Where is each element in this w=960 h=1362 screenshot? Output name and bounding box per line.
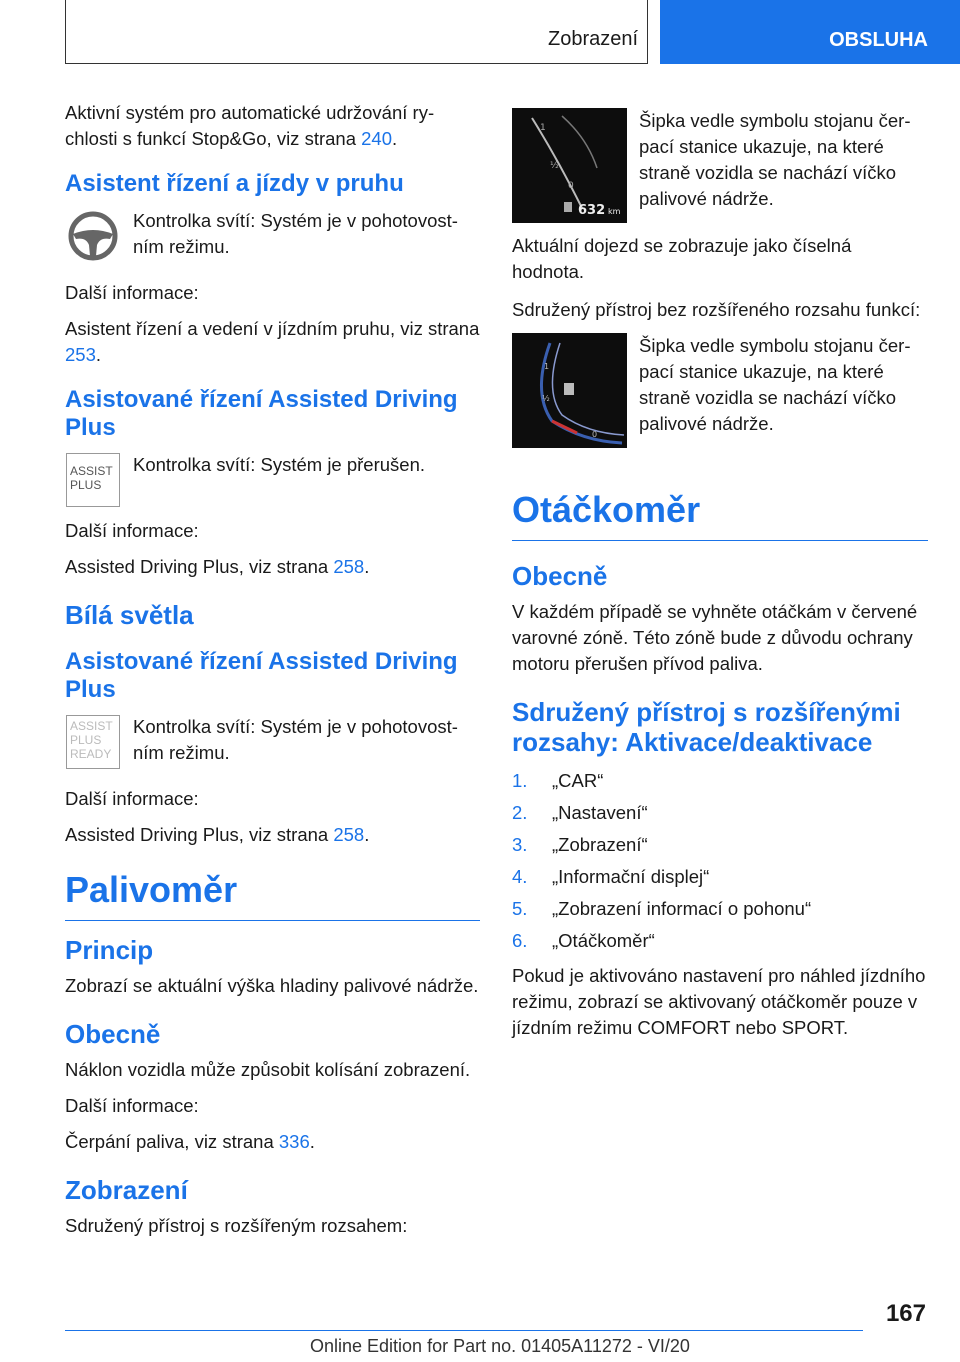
- gauge-description: Šipka vedle symbolu stojanu čerpací stanice ukazuje, na které straně vozidla se nachází víčko palivové nádrže.: [639, 335, 911, 434]
- svg-text:½: ½: [542, 394, 550, 403]
- steps-list: [512, 765, 928, 957]
- indicator-row: [65, 452, 480, 508]
- paragraph: Čerpání paliva, viz strana 336.: [65, 1131, 315, 1152]
- list-item-number: 1.: [512, 770, 528, 791]
- list-item-number: 2.: [512, 802, 528, 823]
- fuel-gauge-basic-image: [512, 333, 627, 448]
- list-item-number: 5.: [512, 898, 528, 919]
- text: Assisted Driving Plus, viz strana: [65, 824, 334, 845]
- more-info-label: Další informace:: [65, 788, 199, 809]
- list-item-number: 4.: [512, 866, 528, 887]
- paragraph: Zobrazí se aktuální výška hladiny palivové nádrže.: [65, 975, 479, 996]
- range-value: 632: [578, 203, 606, 218]
- svg-text:0: 0: [592, 430, 598, 439]
- paragraph: Sdružený přístroj s rozšířeným rozsahem:: [65, 1215, 408, 1236]
- assist-plus-icon-wrap: [65, 452, 121, 508]
- list-item-text: „Otáčkoměr“: [552, 930, 655, 951]
- heading-assisted-driving: Asistované řízení Assisted Driving Plus: [65, 386, 458, 441]
- heading-display: Zobrazení: [65, 1175, 188, 1205]
- paragraph: Asistent řízení a vedení v jízdním pruhu, viz strana 253.: [65, 318, 480, 365]
- list-item-number: 6.: [512, 930, 528, 951]
- indicator-row: [65, 714, 480, 776]
- text: Assisted Driving Plus, viz strana: [65, 556, 334, 577]
- svg-text:1: 1: [544, 362, 550, 371]
- paragraph: Aktuální dojezd se zobrazuje jako číselná hodnota.: [512, 235, 852, 282]
- page-number: 167: [885, 1300, 926, 1327]
- list-item-text: „Informační displej“: [552, 866, 710, 887]
- indicator-text: Kontrolka svítí: Systém je v pohotovostním režimu.: [133, 716, 458, 763]
- assist-plus-ready-icon: ASSIST PLUS READY: [66, 715, 120, 769]
- indicator-text: Kontrolka svítí: Systém je přerušen.: [133, 454, 426, 475]
- list-item: [512, 765, 928, 797]
- list-item-text: „Zobrazení informací o pohonu“: [552, 898, 812, 919]
- page-link[interactable]: 253: [65, 344, 96, 365]
- paragraph: V každém případě se vyhněte otáčkám v červené varovné zóně. Této zóně bude z důvodu ochrany motoru přerušen přívod paliva.: [512, 601, 918, 674]
- footer-edition: Online Edition for Part no. 01405A11272 - VI/20: [310, 1336, 690, 1356]
- left-column: [65, 100, 480, 1249]
- text: Asistent řízení a vedení v jízdním pruhu, viz strana: [65, 318, 480, 339]
- more-info-label: Další informace:: [65, 520, 199, 541]
- heading-fuel-gauge: Palivoměr: [65, 868, 480, 921]
- paragraph: Aktivní systém pro automatické udržování rychlosti s funkcí Stop&Go, viz strana 240.: [65, 102, 435, 149]
- page-link[interactable]: 258: [333, 556, 365, 577]
- heading-principle: Princip: [65, 935, 154, 965]
- section-title: Zobrazení: [548, 28, 639, 50]
- svg-text:1: 1: [540, 123, 546, 133]
- heading-general: Obecně: [512, 561, 608, 591]
- fuel-gauge-extended-image: [512, 108, 627, 223]
- paragraph: Náklon vozidla může způsobit kolísání zobrazení.: [65, 1059, 471, 1080]
- paragraph: Assisted Driving Plus, viz strana 258.: [65, 824, 370, 845]
- list-item-text: „Zobrazení“: [552, 834, 648, 855]
- range-unit: km: [608, 207, 621, 216]
- text: Aktivní systém pro automatické udržování rychlosti s funkcí Stop&Go, viz strana: [65, 102, 435, 149]
- indicator-text: Kontrolka svítí: Systém je v pohotovostním režimu.: [133, 210, 458, 257]
- right-column: [512, 108, 928, 1051]
- paragraph: Assisted Driving Plus, viz strana 258.: [65, 556, 370, 577]
- list-item: [512, 797, 928, 829]
- chapter-tab-label: OBSLUHA: [829, 29, 928, 51]
- chapter-tab[interactable]: [660, 0, 960, 64]
- gauge-description: Šipka vedle symbolu stojanu čerpací stanice ukazuje, na které straně vozidla se nachází víčko palivové nádrže.: [639, 110, 911, 209]
- heading-white-lights: Bílá světla: [65, 600, 194, 630]
- list-item-text: „Nastavení“: [552, 802, 648, 823]
- list-item: [512, 925, 928, 957]
- steering-wheel-icon: [65, 208, 121, 264]
- svg-text:0: 0: [568, 181, 574, 191]
- paragraph: Sdružený přístroj bez rozšířeného rozsahu funkcí:: [512, 299, 921, 320]
- svg-text:½: ½: [550, 161, 559, 171]
- heading-general: Obecně: [65, 1019, 161, 1049]
- indicator-row: [65, 208, 480, 270]
- list-item: [512, 829, 928, 861]
- paragraph: Pokud je aktivováno nastavení pro náhled jízdního režimu, zobrazí se aktivovaný otáčkoměr pouze v jízdním režimu COMFORT nebo SPORT.: [512, 965, 926, 1038]
- list-item: [512, 861, 928, 893]
- gauge-row: [512, 108, 928, 223]
- heading-cluster-extended: Sdružený přístroj s rozšířenými rozsahy: Aktivace/deaktivace: [512, 697, 901, 757]
- text: Čerpání paliva, viz strana: [65, 1131, 279, 1152]
- list-item-text: „CAR“: [552, 770, 604, 791]
- page-link[interactable]: 240: [361, 128, 393, 149]
- page-link[interactable]: 258: [333, 824, 365, 845]
- assist-plus-icon: ASSIST PLUS: [66, 453, 120, 507]
- gauge-row: [512, 333, 928, 448]
- more-info-label: Další informace:: [65, 282, 199, 303]
- heading-lane-assist: Asistent řízení a jízdy v pruhu: [65, 170, 404, 197]
- more-info-label: Další informace:: [65, 1095, 199, 1116]
- page-link[interactable]: 336: [278, 1131, 310, 1152]
- heading-assisted-driving: Asistované řízení Assisted Driving Plus: [65, 648, 458, 703]
- list-item-number: 3.: [512, 834, 528, 855]
- list-item: [512, 893, 928, 925]
- assist-plus-ready-icon-wrap: [65, 714, 121, 770]
- heading-tachometer: Otáčkoměr: [512, 488, 928, 541]
- footer-divider: [65, 1330, 863, 1331]
